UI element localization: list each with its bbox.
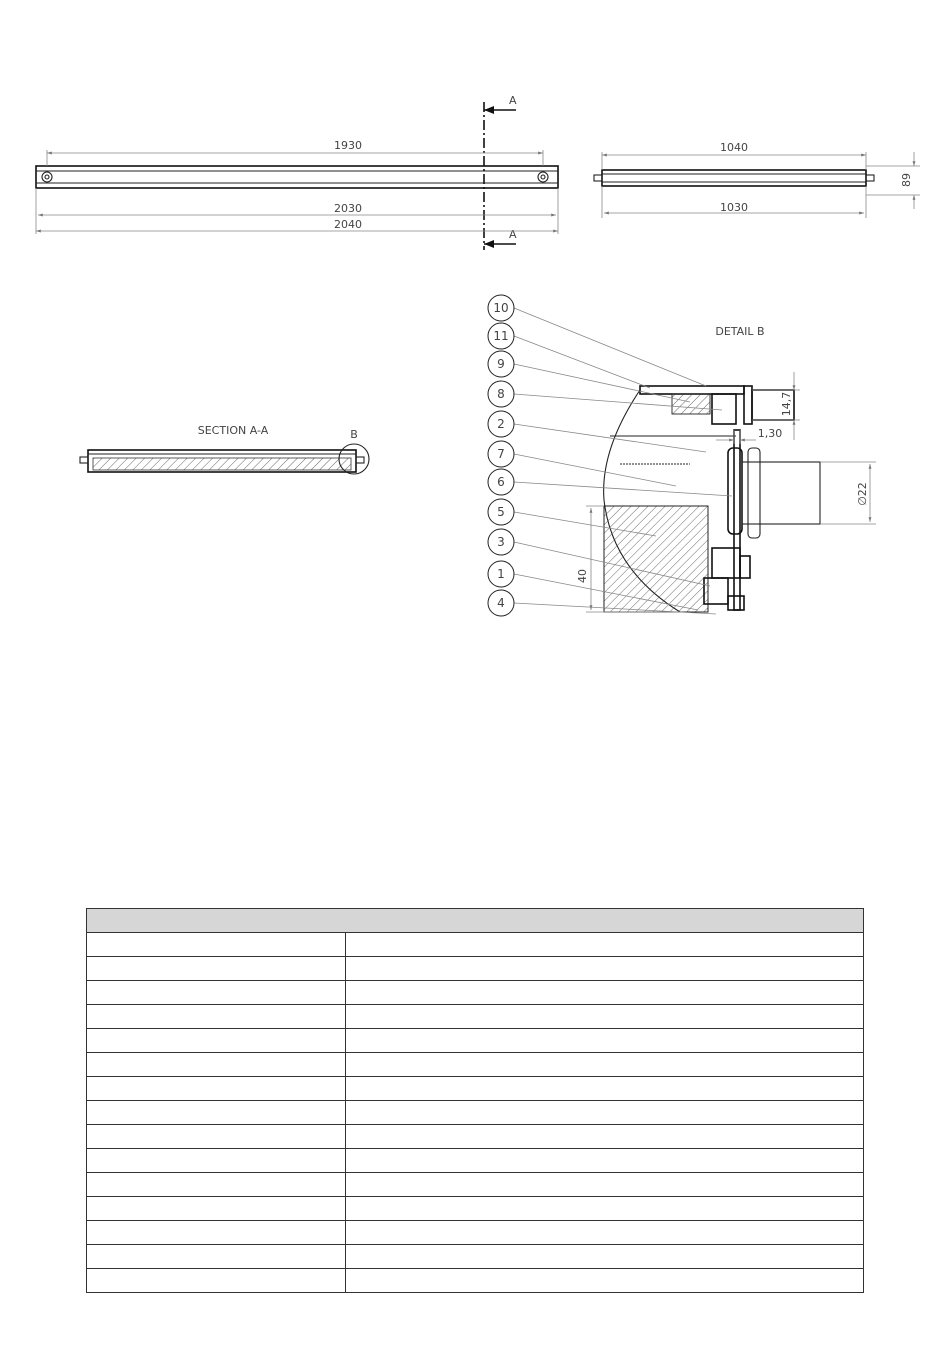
table-row [87, 1053, 864, 1077]
section-marker-top: A [509, 94, 517, 107]
balloon-7 [488, 441, 514, 467]
dim-40: 40 [576, 569, 589, 583]
svg-text:7: 7 [497, 447, 505, 461]
table-cell-part [87, 933, 346, 957]
svg-text:9: 9 [497, 357, 505, 371]
parts-table [86, 908, 864, 1293]
table-cell-description [346, 1005, 864, 1029]
table-row [87, 1029, 864, 1053]
table-cell-description [346, 933, 864, 957]
table-cell-part [87, 1053, 346, 1077]
table-cell-part [87, 1269, 346, 1293]
table-cell-description [346, 1269, 864, 1293]
table-cell-description [346, 957, 864, 981]
table-cell-description [346, 1245, 864, 1269]
detail-b-marker: B [350, 428, 358, 441]
table-row [87, 1197, 864, 1221]
svg-text:4: 4 [497, 596, 505, 610]
table-cell-part [87, 957, 346, 981]
svg-text:8: 8 [497, 387, 505, 401]
table-row [87, 1077, 864, 1101]
balloon-10 [488, 295, 514, 321]
table-cell-description [346, 1101, 864, 1125]
table-cell-description [346, 1149, 864, 1173]
table-row [87, 1125, 864, 1149]
table-cell-part [87, 1245, 346, 1269]
balloon-4 [488, 590, 514, 616]
table-cell-part [87, 1077, 346, 1101]
section-a-a [80, 424, 369, 474]
table-cell-description [346, 1053, 864, 1077]
parts-table-body [87, 933, 864, 1293]
table-row [87, 1221, 864, 1245]
section-title: SECTION A-A [197, 424, 269, 437]
table-cell-part [87, 1173, 346, 1197]
parts-table-header-row [87, 909, 864, 933]
table-row [87, 1005, 864, 1029]
table-row [87, 1269, 864, 1293]
table-row [87, 981, 864, 1005]
table-row [87, 1101, 864, 1125]
hole-left [42, 172, 52, 182]
balloon-5 [488, 499, 514, 525]
parts-table-header [87, 909, 864, 933]
top-view [36, 94, 558, 250]
side-view [594, 141, 920, 218]
table-row [87, 933, 864, 957]
dim-14-7: 14,7 [780, 391, 793, 417]
dim-2040: 2040 [334, 218, 362, 231]
detail-title: DETAIL B [715, 325, 765, 338]
table-row [87, 1245, 864, 1269]
dim-diameter-22: ∅22 [856, 482, 869, 506]
table-row [87, 957, 864, 981]
balloon-1 [488, 561, 514, 587]
table-cell-part [87, 1221, 346, 1245]
svg-text:3: 3 [497, 535, 505, 549]
balloon-11 [488, 323, 514, 349]
table-row [87, 1149, 864, 1173]
section-marker-bottom: A [509, 228, 517, 241]
dim-1040: 1040 [720, 141, 748, 154]
table-cell-part [87, 1101, 346, 1125]
table-cell-description [346, 1077, 864, 1101]
top-view-frame [36, 166, 558, 188]
detail-b [488, 295, 876, 616]
dim-1930: 1930 [334, 139, 362, 152]
dim-89: 89 [900, 173, 913, 187]
table-cell-part [87, 1125, 346, 1149]
table-cell-description [346, 981, 864, 1005]
svg-text:1: 1 [497, 567, 505, 581]
balloon-3 [488, 529, 514, 555]
table-row [87, 1173, 864, 1197]
table-cell-description [346, 1197, 864, 1221]
dim-2030: 2030 [334, 202, 362, 215]
svg-text:11: 11 [493, 329, 509, 343]
dim-1030: 1030 [720, 201, 748, 214]
balloon-6 [488, 469, 514, 495]
table-cell-description [346, 1221, 864, 1245]
table-cell-part [87, 981, 346, 1005]
balloon-2 [488, 411, 514, 437]
svg-text:6: 6 [497, 475, 505, 489]
table-cell-description [346, 1173, 864, 1197]
hole-right [538, 172, 548, 182]
table-cell-part [87, 1029, 346, 1053]
table-cell-part [87, 1005, 346, 1029]
table-cell-part [87, 1149, 346, 1173]
balloon-9 [488, 351, 514, 377]
table-cell-description [346, 1125, 864, 1149]
top-view-dimensions [36, 139, 558, 234]
table-cell-description [346, 1029, 864, 1053]
dim-1-30: 1,30 [757, 427, 783, 440]
svg-text:5: 5 [497, 505, 505, 519]
table-cell-part [87, 1197, 346, 1221]
balloon-8 [488, 381, 514, 407]
svg-text:10: 10 [493, 301, 509, 315]
svg-text:2: 2 [497, 417, 505, 431]
side-view-dimensions [602, 141, 920, 218]
